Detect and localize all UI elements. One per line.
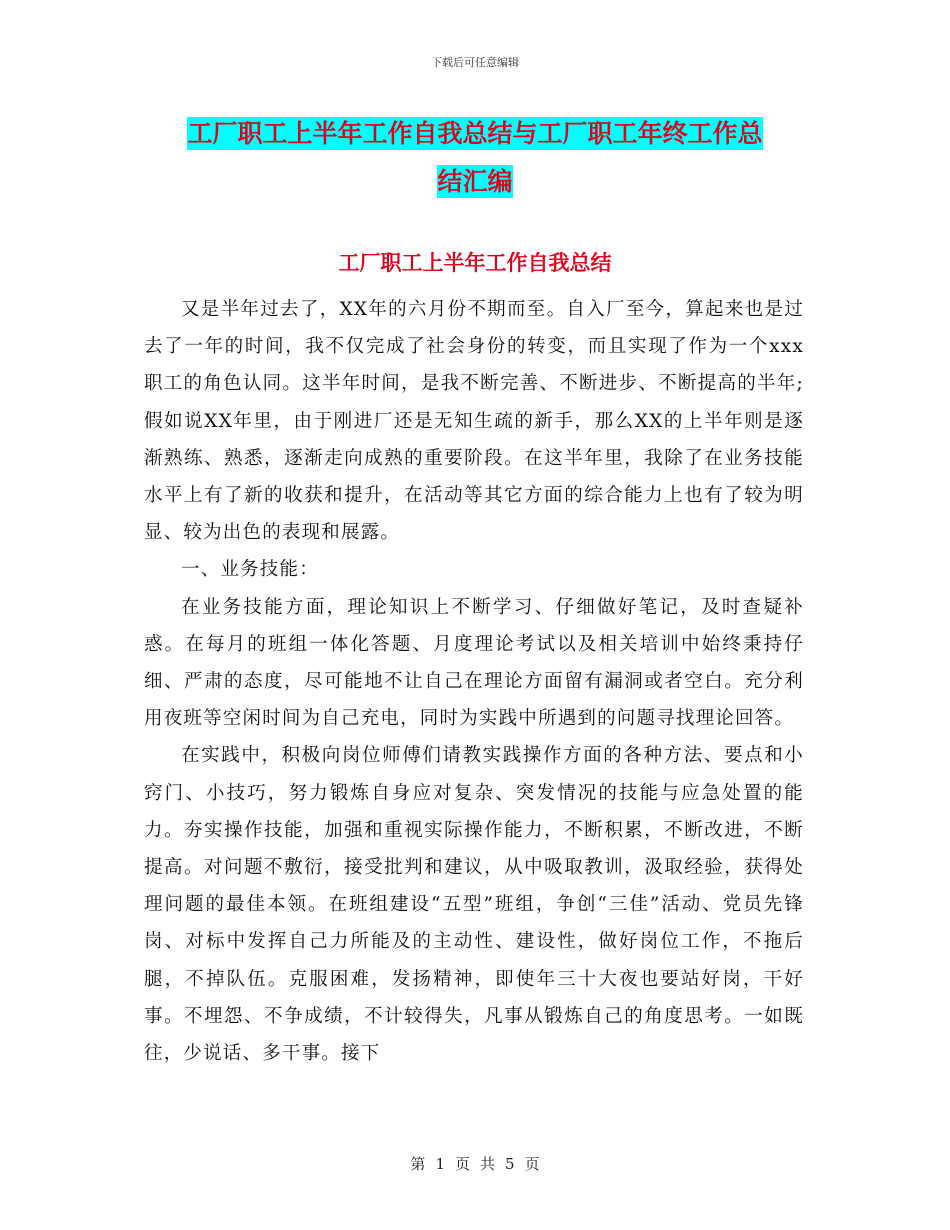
paragraph-practice: 在实践中，积极向岗位师傅们请教实践操作方面的各种方法、要点和小窍门、小技巧，努力锻炼自身应对复杂、突发情况的技能与应急处置的能力。夯实操作技能，加强和重视实际操作能力，不断积累，不断改进，不断提高。对问题不敷衍，接受批判和建议，从中吸取教训，汲取经验，获得处理问题的最佳本领。在班组建设“五型”班组，争创“三佳”活动、党员先锋岗、对标中发挥自己力所能及的主动性、建设性，做好岗位工作，不拖后腿，不掉队伍。克服困难，发扬精神，即使年三十大夜也要站好岗，干好事。不埋怨、不争成绩，不计较得失，凡事从锻炼自己的角度思考。一如既往，少说话、多干事。接下	[144, 745, 804, 1065]
footer-total-unit: 页	[524, 1155, 540, 1173]
document-title-line-1: 工厂职工上半年工作自我总结与工厂职工年终工作总	[187, 119, 763, 148]
paragraph-intro: 又是半年过去了，XX年的六月份不期而至。自入厂至今，算起来也是过去了一年的时间，我不仅完成了社会身份的转变，而且实现了作为一个xxx职工的角色认同。这半年时间，是我不断完善、不断进步、不断提高的半年;假如说XX年里，由于刚进厂还是无知生疏的新手，那么XX的上半年则是逐渐熟练、熟悉，逐渐走向成熟的重要阶段。在这半年里，我除了在业务技能水平上有了新的收获和提升，在活动等其它方面的综合能力上也有了较为明显、较为出色的表现和展露。	[144, 299, 804, 544]
paragraph-heading-skills: 一、业务技能：	[181, 559, 319, 581]
section-title: 工厂职工上半年工作自我总结	[338, 251, 612, 275]
footer-page-number: 1	[435, 1155, 445, 1173]
body-text	[144, 291, 804, 1072]
footer-total-prefix: 共	[480, 1155, 496, 1173]
page-footer	[0, 1153, 950, 1174]
document-title-line-2: 结汇编	[437, 167, 513, 196]
footer-prefix: 第	[410, 1155, 426, 1173]
header-note: 下载后可任意编辑	[431, 56, 519, 69]
footer-total-pages: 5	[505, 1155, 515, 1173]
document-title	[150, 110, 800, 206]
footer-page-unit: 页	[454, 1155, 470, 1173]
paragraph-theory: 在业务技能方面，理论知识上不断学习、仔细做好笔记，及时查疑补惑。在每月的班组一体化答题、月度理论考试以及相关培训中始终秉持仔细、严肃的态度，尽可能地不让自己在理论方面留有漏洞或者空白。充分利用夜班等空闲时间为自己充电，同时为实践中所遇到的问题寻找理论回答。	[144, 596, 804, 730]
